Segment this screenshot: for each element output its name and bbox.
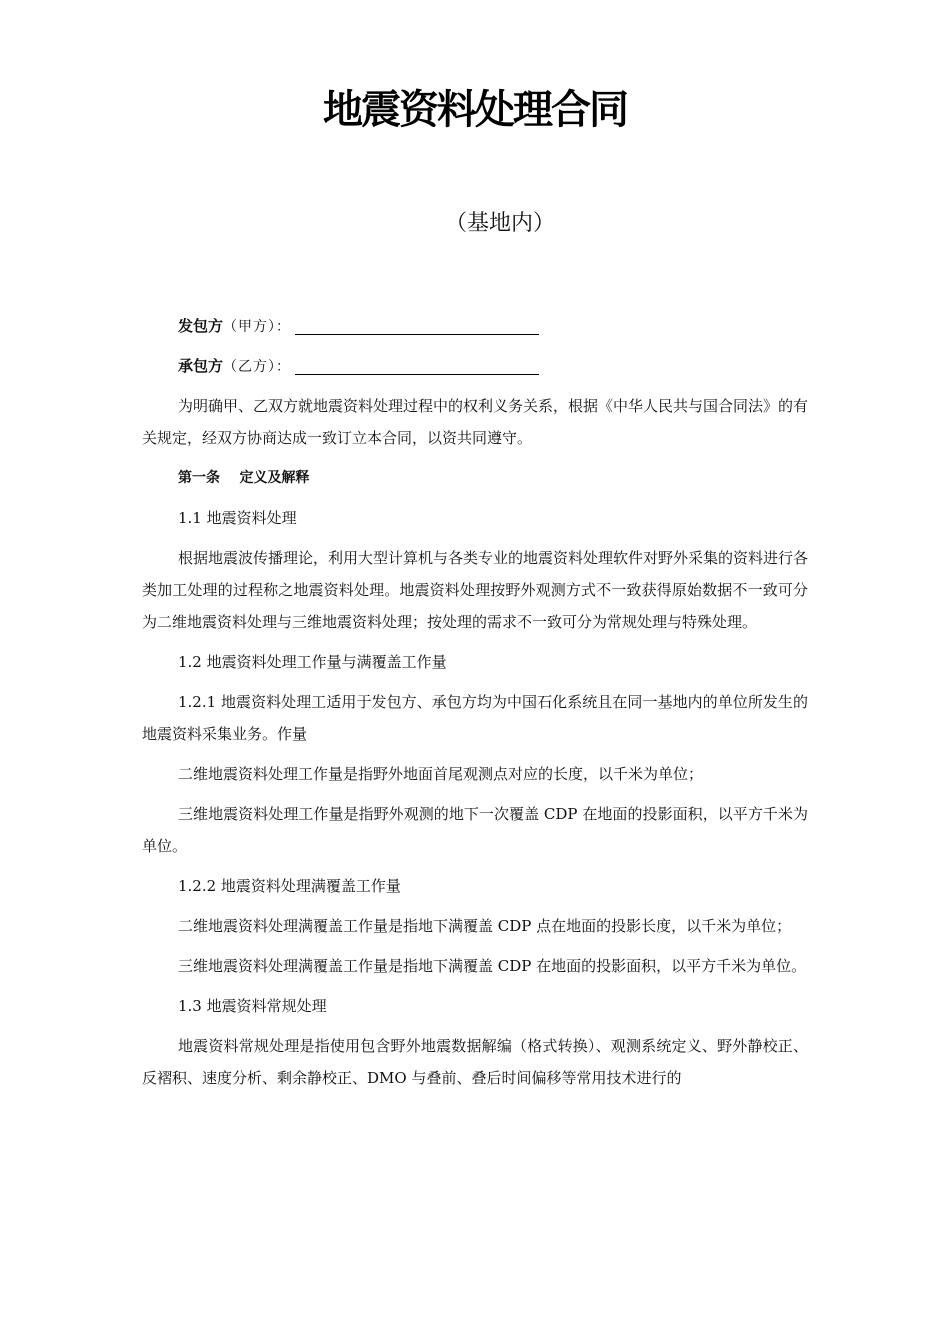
section-1-1-text: 根据地震波传播理论，利用大型计算机与各类专业的地震资料处理软件对野外采集的资料进行各类加工处理的过程称之地震资料处理。地震资料处理按野外观测方式不一致获得原始数据不一致可分为二维地震资料处理与三维地震资料处理；按处理的需求不一致可分为常规处理与特殊处理。 bbox=[142, 549, 809, 631]
document-body bbox=[142, 310, 808, 1102]
section-1-1-heading: 1.1 地震资料处理 bbox=[178, 509, 297, 527]
section-1-2-1-3d-text: 三维地震资料处理工作量是指野外观测的地下一次覆盖 CDP 在地面的投影面积，以平方千米为单位。 bbox=[142, 805, 808, 855]
section-1-3-text: 地震资料常规处理是指使用包含野外地震数据解编（格式转换）、观测系统定义、野外静校正、反褶积、速度分析、剩余静校正、DMO 与叠前、叠后时间偏移等常用技术进行的 bbox=[142, 1037, 808, 1087]
party-b-label: 承包方 bbox=[178, 357, 224, 375]
document-subtitle: （基地内） bbox=[444, 211, 555, 236]
party-a-paren: （甲方）： bbox=[223, 319, 292, 335]
party-b-blank[interactable] bbox=[295, 354, 539, 375]
section-1-2-2-heading: 1.2.2 地震资料处理满覆盖工作量 bbox=[178, 877, 401, 895]
section-1-2-2-2d-text: 二维地震资料处理满覆盖工作量是指地下满覆盖 CDP 点在地面的投影长度，以千米为单位； bbox=[178, 917, 792, 935]
party-a-line bbox=[178, 310, 808, 342]
section-1-2-1-text: 1.2.1 地震资料处理工适用于发包方、承包方均为中国石化系统且在同一基地内的单位所发生的地震资料采集业务。作量 bbox=[142, 693, 808, 743]
party-a-label: 发包方 bbox=[178, 317, 224, 335]
section-1-2-1-2d-text: 二维地震资料处理工作量是指野外地面首尾观测点对应的长度，以千米为单位； bbox=[178, 765, 704, 783]
section-1-2-2-3d-text: 三维地震资料处理满覆盖工作量是指地下满覆盖 CDP 在地面的投影面积，以平方千米为单位。 bbox=[178, 957, 807, 975]
article-1-heading: 第一条 定义及解释 bbox=[178, 470, 310, 486]
document-title: 地震资料处理合同 bbox=[323, 87, 627, 133]
party-a-blank[interactable] bbox=[295, 314, 539, 335]
intro-paragraph: 为明确甲、乙双方就地震资料处理过程中的权利义务关系，根据《中华人民共与国合同法》的有关规定，经双方协商达成一致订立本合同，以资共同遵守。 bbox=[142, 397, 809, 447]
party-b-paren: （乙方）： bbox=[223, 359, 292, 375]
party-b-line bbox=[178, 350, 808, 382]
section-1-3-heading: 1.3 地震资料常规处理 bbox=[178, 997, 327, 1015]
section-1-2-heading: 1.2 地震资料处理工作量与满覆盖工作量 bbox=[178, 653, 447, 671]
